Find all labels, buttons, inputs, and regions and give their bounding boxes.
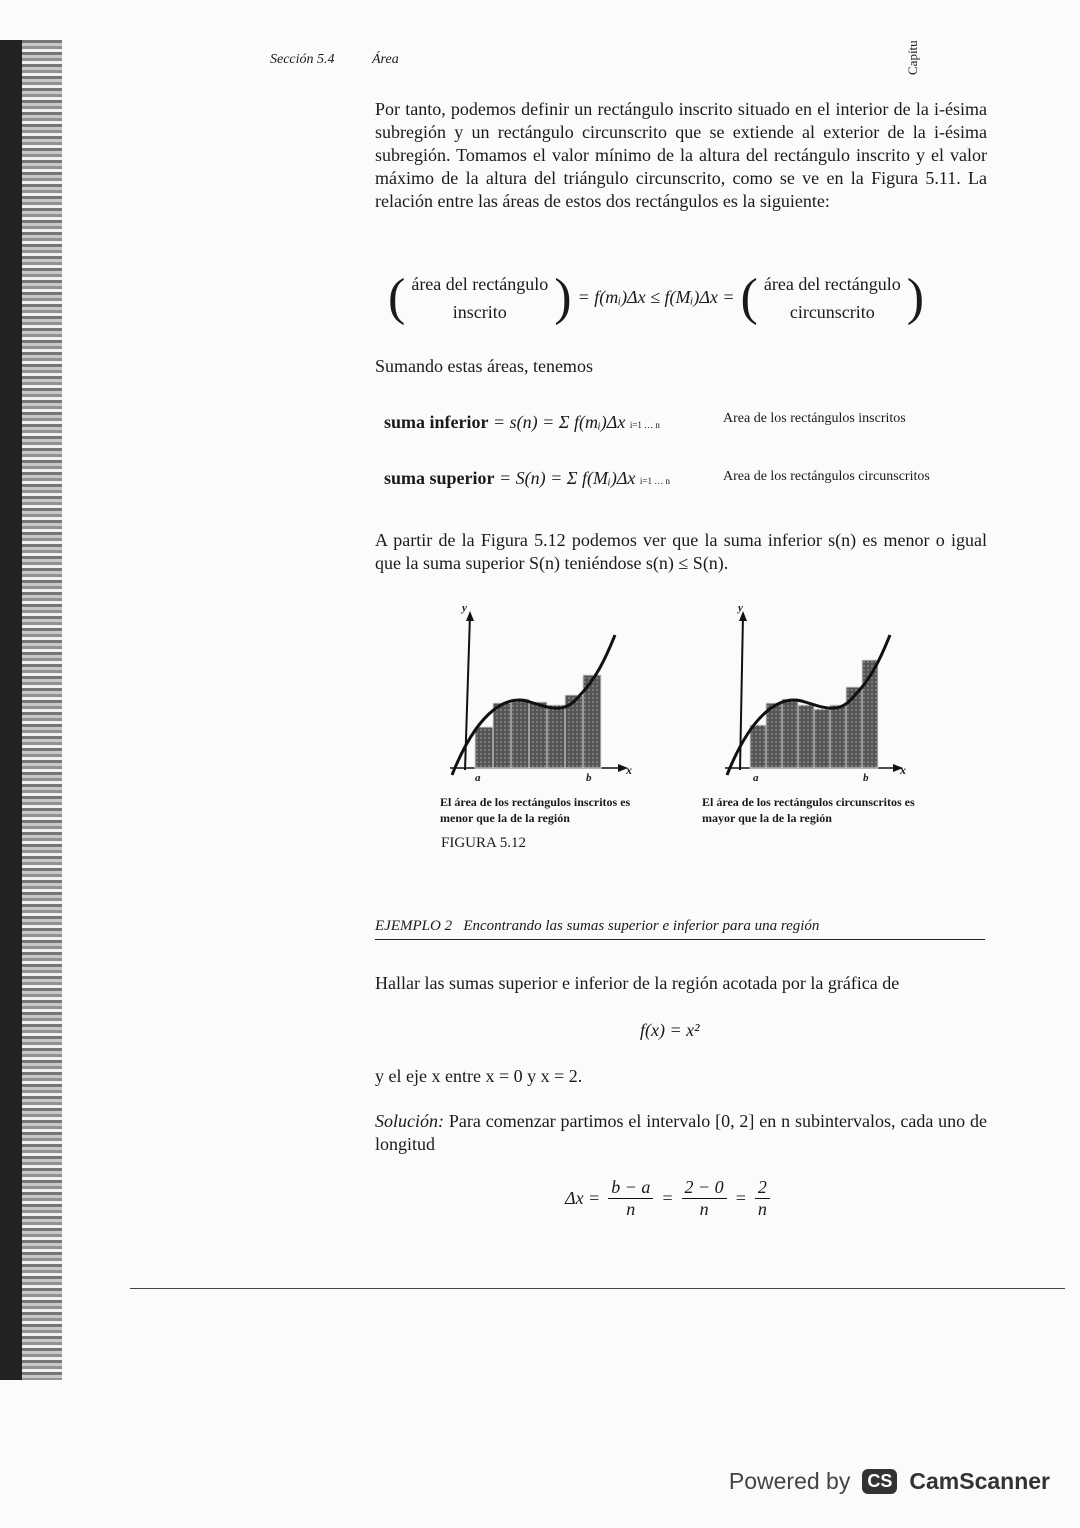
example-rule [375,939,985,940]
left-y-label: y [462,602,467,614]
sum-upper-limits: i=1 … n [639,476,670,486]
relation-equation: ( área del rectángulo inscrito ) = f(mᵢ)Δx ≤ f(Mᵢ)Δx = ( área del rectángulo circunscrito ) [388,269,925,326]
sum-lower-label: suma inferior [384,412,489,432]
camscanner-watermark [729,1468,1050,1495]
sum-upper-label: suma superior [384,468,495,488]
sum-upper-formula: = S(n) = Σ f(Mᵢ)Δx [499,468,636,488]
camscanner-logo-icon: CS [862,1469,897,1494]
right-a-label: a [753,772,759,784]
frac3-num: 2 [755,1177,770,1199]
left-a-label: a [475,772,481,784]
chapter-margin: Capítu [905,40,920,75]
paragraph-3: A partir de la Figura 5.12 podemos ver que la suma inferior s(n) es menor o igual que la suma superior S(n) teniéndose s(n) ≤ S(n). [375,530,987,573]
sum-upper [384,468,670,489]
relation-left-1: área del rectángulo [411,273,549,294]
figure-5-12-graphs [440,605,960,790]
solution-label: Solución: [375,1111,444,1131]
delta-lhs: Δx = [565,1188,601,1208]
eq-sign: = [661,1188,674,1208]
frac2-num: 2 − 0 [682,1177,727,1199]
right-caption: El área de los rectángulos circunscritos es mayor que la de la región [702,795,915,825]
frac1-den: n [626,1199,636,1219]
camscanner-brand: CamScanner [909,1468,1050,1494]
sum-lower [384,412,660,433]
paragraph-4: Hallar las sumas superior e inferior de la región acotada por la gráfica de [375,973,900,993]
eq-sign: = [734,1188,747,1208]
sum-lower-note: Area de los rectángulos inscritos [723,411,906,426]
sum-lower-formula: = s(n) = Σ f(mᵢ)Δx [492,412,626,432]
sum-lower-limits: i=1 … n [629,420,660,430]
figure-label: FIGURA 5.12 [441,835,527,851]
relation-left-2: inscrito [452,301,507,322]
right-x-label: x [900,763,906,777]
inscribed-graph [450,611,628,775]
book-binding-edge [0,40,22,1380]
sum-upper-note: Area de los rectángulos circunscritos [723,469,930,484]
frac3-den: n [757,1199,767,1219]
page-bottom-rule [130,1288,1065,1289]
section-title: Área [372,52,399,67]
frac1-num: b − a [608,1177,653,1199]
powered-by: Powered by [728,1468,851,1494]
left-b-label: b [586,772,592,784]
solution-text: Para comenzar partimos el intervalo [0, 2] en n subintervalos, cada uno de longitud [375,1111,988,1154]
section-header: Sección 5.4 [270,52,335,67]
left-x-label: x [626,763,632,777]
paragraph-1: Por tanto, podemos definir un rectángulo inscrito situado en el interior de la i-ésima subregión y un rectángulo circunscrito que se extiende al exterior de la i-ésima subregión. Tomamos el valor mínimo de la altura del rectángulo inscrito y el valor máximo de la altura del triángulo circunscrito, como se ve en la Figura 5.11. La relación entre las áreas de estos dos rectángulos es la siguiente: [375,99,987,211]
left-caption: El área de los rectángulos inscritos es menor que la de la región [440,795,631,825]
right-y-label: y [738,602,743,614]
right-b-label: b [863,772,869,784]
frac2-den: n [699,1199,709,1219]
delta-equation [565,1177,770,1220]
relation-right-1: área del rectángulo [763,273,901,294]
function-equation: f(x) = x² [640,1020,700,1040]
paragraph-2: Sumando estas áreas, tenemos [375,356,593,376]
example-title: EJEMPLO 2 Encontrando las sumas superior e inferior para una región [375,918,820,934]
paragraph-5: y el eje x entre x = 0 y x = 2. [375,1066,583,1086]
circumscribed-graph [725,611,903,775]
relation-right-2: circunscrito [789,301,875,322]
relation-middle: = f(mᵢ)Δx ≤ f(Mᵢ)Δx = [577,287,735,307]
paragraph-6 [375,1110,987,1156]
